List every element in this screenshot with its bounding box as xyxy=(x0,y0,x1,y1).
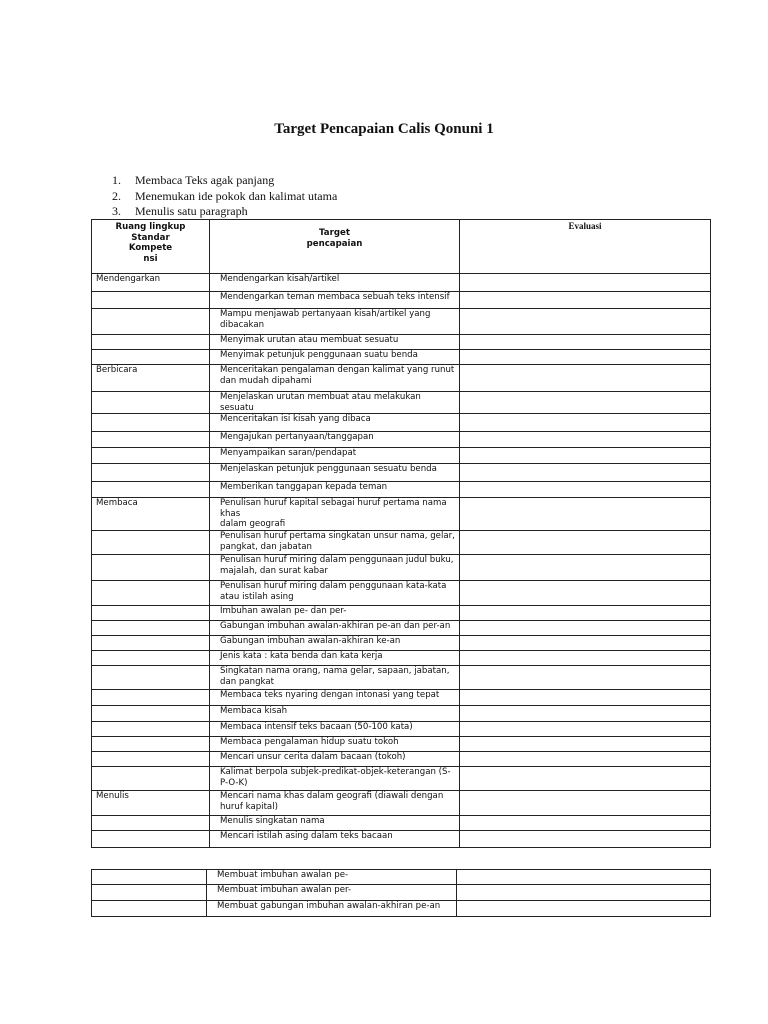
table-row xyxy=(92,432,711,448)
target-cell: Mengajukan pertanyaan/tanggapan xyxy=(210,432,460,448)
target-cell: Kalimat berpola subjek-predikat-objek-keterangan (S-P-O-K) xyxy=(210,767,460,791)
table-row xyxy=(92,292,711,309)
table-row xyxy=(92,752,711,767)
scope-cell: Mendengarkan xyxy=(92,274,210,292)
objectives-list xyxy=(112,173,337,220)
evaluation-cell xyxy=(460,666,711,690)
target-cell: Menceritakan isi kisah yang dibaca xyxy=(210,414,460,432)
target-cell: Menjelaskan petunjuk penggunaan sesuatu benda xyxy=(210,464,460,482)
target-cell: Mendengarkan teman membaca sebuah teks intensif xyxy=(210,292,460,309)
scope-cell xyxy=(92,706,210,722)
evaluation-cell xyxy=(460,690,711,706)
table-row xyxy=(92,870,711,885)
scope-cell xyxy=(92,448,210,464)
evaluation-cell xyxy=(460,651,711,666)
table-header-row xyxy=(92,220,711,274)
table-row xyxy=(92,690,711,706)
evaluation-cell xyxy=(460,274,711,292)
scope-cell xyxy=(92,292,210,309)
scope-cell: Menulis xyxy=(92,791,210,816)
evaluation-cell xyxy=(460,432,711,448)
target-cell: Jenis kata : kata benda dan kata kerja xyxy=(210,651,460,666)
header-scope-line: Kompete xyxy=(128,243,173,253)
evaluation-cell xyxy=(457,885,711,901)
target-cell: Menyimak petunjuk penggunaan suatu benda xyxy=(210,350,460,365)
table-row xyxy=(92,448,711,464)
table-row xyxy=(92,791,711,816)
table-row xyxy=(92,309,711,335)
scope-cell xyxy=(92,737,210,752)
evaluation-cell xyxy=(460,791,711,816)
table-row xyxy=(92,274,711,292)
objective-number: 3. xyxy=(112,204,121,218)
table-row xyxy=(92,722,711,737)
scope-cell xyxy=(92,464,210,482)
table-row xyxy=(92,392,711,414)
evaluation-cell xyxy=(460,555,711,581)
scope-cell xyxy=(92,606,210,621)
evaluation-cell xyxy=(460,581,711,606)
header-scope-line: nsi xyxy=(143,253,158,264)
scope-cell xyxy=(92,309,210,335)
table-row xyxy=(92,666,711,690)
target-table xyxy=(91,219,711,848)
document-title: Target Pencapaian Calis Qonuni 1 xyxy=(274,121,494,137)
header-scope-line: Ruang lingkup xyxy=(115,222,186,232)
target-cell: Menyampaikan saran/pendapat xyxy=(210,448,460,464)
scope-cell xyxy=(92,870,207,885)
target-cell: Mendengarkan kisah/artikel xyxy=(210,274,460,292)
header-target xyxy=(210,220,460,274)
evaluation-cell xyxy=(460,722,711,737)
evaluation-cell xyxy=(460,606,711,621)
target-cell: Menceritakan pengalaman dengan kalimat yang runut dan mudah dipahami xyxy=(210,365,460,392)
table-row xyxy=(92,498,711,531)
header-scope xyxy=(92,220,210,274)
evaluation-cell xyxy=(460,706,711,722)
scope-cell xyxy=(92,651,210,666)
table-row xyxy=(92,621,711,636)
evaluation-cell xyxy=(457,901,711,917)
evaluation-cell xyxy=(457,870,711,885)
target-cell: Penulisan huruf pertama singkatan unsur nama, gelar, pangkat, dan jabatan xyxy=(210,531,460,555)
target-cell: Gabungan imbuhan awalan-akhiran ke-an xyxy=(210,636,460,651)
target-cell: Menjelaskan urutan membuat atau melakukan sesuatu xyxy=(210,392,460,414)
target-cell: Penulisan huruf miring dalam penggunaan judul buku, majalah, dan surat kabar xyxy=(210,555,460,581)
target-cell: Mencari istilah asing dalam teks bacaan xyxy=(210,831,460,848)
evaluation-cell xyxy=(460,350,711,365)
scope-cell xyxy=(92,636,210,651)
scope-cell xyxy=(92,901,207,917)
scope-cell xyxy=(92,816,210,831)
scope-cell xyxy=(92,666,210,690)
header-evaluation: Evaluasi xyxy=(460,220,711,274)
evaluation-cell xyxy=(460,482,711,498)
target-cell: Mampu menjawab pertanyaan kisah/artikel yang dibacakan xyxy=(210,309,460,335)
scope-cell: Membaca xyxy=(92,498,210,531)
table-row xyxy=(92,816,711,831)
target-cell: Membaca pengalaman hidup suatu tokoh xyxy=(210,737,460,752)
target-cell: Singkatan nama orang, nama gelar, sapaan, jabatan, dan pangkat xyxy=(210,666,460,690)
table-row xyxy=(92,901,711,917)
scope-cell xyxy=(92,722,210,737)
scope-cell xyxy=(92,581,210,606)
table-row xyxy=(92,482,711,498)
target-cell: Memberikan tanggapan kepada teman xyxy=(210,482,460,498)
table-row xyxy=(92,464,711,482)
evaluation-cell xyxy=(460,365,711,392)
scope-cell xyxy=(92,482,210,498)
evaluation-cell xyxy=(460,621,711,636)
target-cell: Membuat imbuhan awalan pe- xyxy=(207,870,457,885)
scope-cell xyxy=(92,531,210,555)
header-scope-line: Standar xyxy=(131,232,170,243)
objective-number: 2. xyxy=(112,188,121,203)
scope-cell xyxy=(92,392,210,414)
table-row xyxy=(92,581,711,606)
objective-text: Menulis satu paragraph xyxy=(135,204,248,218)
target-cell: Membuat gabungan imbuhan awalan-akhiran pe-an xyxy=(207,901,457,917)
evaluation-cell xyxy=(460,464,711,482)
scope-cell xyxy=(92,414,210,432)
target-cell: Penulisan huruf kapital sebagai huruf pertama nama khas dalam geografi xyxy=(210,498,460,531)
table-row xyxy=(92,831,711,848)
evaluation-cell xyxy=(460,752,711,767)
evaluation-cell xyxy=(460,531,711,555)
target-cell: Menulis singkatan nama xyxy=(210,816,460,831)
evaluation-cell xyxy=(460,335,711,350)
target-cell: Imbuhan awalan pe- dan per- xyxy=(210,606,460,621)
target-cell: Membaca teks nyaring dengan intonasi yang tepat xyxy=(210,690,460,706)
evaluation-cell xyxy=(460,767,711,791)
objective-item xyxy=(112,204,337,220)
table-row xyxy=(92,767,711,791)
additional-target-table xyxy=(91,869,711,917)
scope-cell xyxy=(92,831,210,848)
evaluation-cell xyxy=(460,636,711,651)
scope-cell xyxy=(92,335,210,350)
scope-cell xyxy=(92,555,210,581)
table-row xyxy=(92,531,711,555)
objective-text: Membaca Teks agak panjang xyxy=(135,173,275,187)
evaluation-cell xyxy=(460,292,711,309)
table-row xyxy=(92,606,711,621)
target-cell: Membuat imbuhan awalan per- xyxy=(207,885,457,901)
table-row xyxy=(92,651,711,666)
table-row xyxy=(92,706,711,722)
evaluation-cell xyxy=(460,309,711,335)
evaluation-cell xyxy=(460,737,711,752)
scope-cell xyxy=(92,350,210,365)
evaluation-cell xyxy=(460,414,711,432)
target-cell: Membaca kisah xyxy=(210,706,460,722)
table-row xyxy=(92,885,711,901)
table-row xyxy=(92,365,711,392)
scope-cell xyxy=(92,432,210,448)
target-cell: Mencari unsur cerita dalam bacaan (tokoh) xyxy=(210,752,460,767)
objective-text: Menemukan ide pokok dan kalimat utama xyxy=(135,188,338,203)
table-row xyxy=(92,737,711,752)
table-row xyxy=(92,350,711,365)
table-row xyxy=(92,555,711,581)
header-target-line: Target xyxy=(319,228,350,238)
scope-cell: Berbicara xyxy=(92,365,210,392)
target-cell: Membaca intensif teks bacaan (50-100 kata) xyxy=(210,722,460,737)
evaluation-cell xyxy=(460,448,711,464)
scope-cell xyxy=(92,752,210,767)
table-row xyxy=(92,335,711,350)
objective-item xyxy=(112,189,337,205)
target-cell: Penulisan huruf miring dalam penggunaan kata-kata atau istilah asing xyxy=(210,581,460,606)
evaluation-cell xyxy=(460,498,711,531)
evaluation-cell xyxy=(460,831,711,848)
header-target-line: pencapaian xyxy=(306,238,363,249)
objective-item xyxy=(112,173,337,189)
target-cell: Menyimak urutan atau membuat sesuatu xyxy=(210,335,460,350)
target-cell: Gabungan imbuhan awalan-akhiran pe-an dan per-an xyxy=(210,621,460,636)
evaluation-cell xyxy=(460,392,711,414)
target-cell: Mencari nama khas dalam geografi (diawali dengan huruf kapital) xyxy=(210,791,460,816)
scope-cell xyxy=(92,690,210,706)
scope-cell xyxy=(92,767,210,791)
table-row xyxy=(92,414,711,432)
scope-cell xyxy=(92,885,207,901)
objective-number: 1. xyxy=(112,173,121,187)
scope-cell xyxy=(92,621,210,636)
table-row xyxy=(92,636,711,651)
evaluation-cell xyxy=(460,816,711,831)
